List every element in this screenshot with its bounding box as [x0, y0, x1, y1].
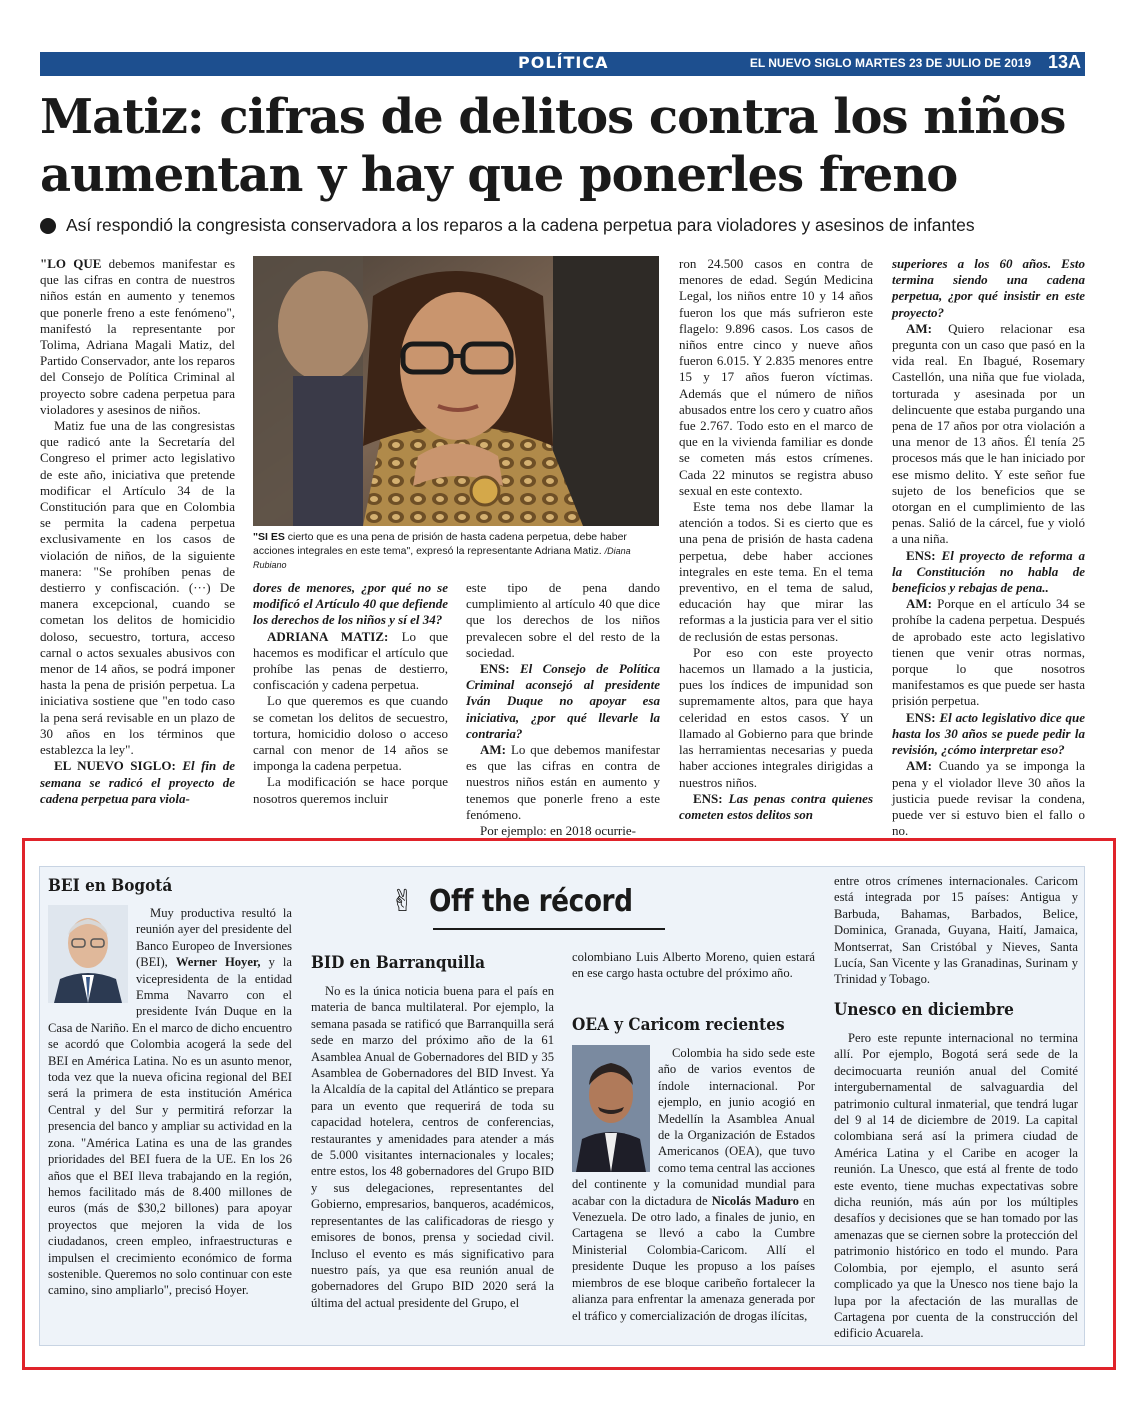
paragraph: Lo que queremos es que cuando se cometan los delitos de secuestro, tortura, homicidio doloso o acceso carnal con menor de 14 años se imponga la cadena perpetua.: [253, 693, 448, 774]
paragraph: entre otros crímenes internacionales. Caricom está integrada por 15 países: Antigua y Barbuda, Bahamas, Barbados, Belice, Dominica, Granada, Guyana, Haití, Jamaica, Montserrat, San Cristóbal y Nieves, Santa Lucía, San Vicente y las Granadinas, Surinam y Trinidad y Tobago.: [834, 874, 1078, 987]
otr-column-bid-continued: [572, 949, 815, 999]
paragraph: [40, 758, 235, 807]
paragraph: [466, 661, 660, 742]
paragraph: colombiano Luis Alberto Moreno, quien estará en ese cargo hasta octubre del próximo año.: [572, 950, 815, 981]
lead-in: "LO QUE: [40, 256, 102, 271]
paragraph-text: Porque en el artículo 34 se prohíbe la cadena perpetua. Después de aprobado este acto legislativo tienen que venir otras normas, porque lo que nosotros manifestamos es que puede ser hasta prisión perpetua.: [892, 596, 1086, 709]
section-name: POLÍTICA: [518, 53, 609, 72]
paragraph: [679, 791, 873, 823]
otr-column-oea: [572, 1045, 815, 1325]
subhead-bid: BID en Barranquilla: [311, 953, 486, 973]
paragraph: [892, 596, 1085, 709]
deck-text: Así respondió la congresista conservadora a los reparos a la cadena perpetua para violadores y asesinos de infantes: [66, 215, 975, 235]
speaker-label: ENS:: [906, 709, 936, 725]
question-text: Las penas contra quienes cometen estos delitos son: [679, 790, 874, 822]
subhead-oea: OEA y Caricom recientes: [572, 1015, 785, 1035]
speaker-label: ENS:: [693, 790, 723, 806]
question-text: El proyecto de reforma a la Constitución no habla de beneficios y rebajas de pena..: [892, 547, 1085, 596]
title-underline: [433, 928, 665, 930]
paragraph: Pero este repunte internacional no termina allí. Por ejemplo, Bogotá será sede de la decimocuarta reunión anual del Comité intergubernamental de salvaguardia del patrimonio cultural inmaterial, que tendrá lugar del 9 al 14 de diciembre de 2019. La capital colombiana será así la primera ciudad de América Latina y el Caribe en acoger la reunión. La Unesco, que está al frente de todo este evento, tiene muchas expectativas sobre dicha reunión, más aún por los múltiples desafíos y decisiones que se han tomado por las amenazas que se ciernen sobre la protección del patrimonio histórico en todo el mundo. Para Colombia, por ejemplo, el asunto será complicado ya que la Unesco nos tiene bajo la lupa por la afectación de las murallas de Cartagena por cuenta de la construcción del edificio Acuarela.: [834, 1031, 1078, 1341]
paragraph: [892, 710, 1085, 759]
article-column-2: [253, 580, 448, 828]
question-text: dores de menores, ¿por qué no se modificó el Artículo 40 que defiende los derechos de los niños y sí el 34?: [253, 580, 448, 628]
section-title: Off the récord: [429, 884, 633, 919]
paragraph-text: Colombia ha sido sede este año de varios eventos de índole internacional. Por ejemplo, en junio acogió en Medellín la Asamblea Anual de la Organización de Estados Americanos (OEA), que tuvo como tema central las acciones del continente y la comunidad mundial para acabar con la dictadura de: [572, 1046, 815, 1208]
paragraph: Por eso con este proyecto hacemos un llamado a la justicia, pues los índices de impunidad son supremamente altos, para que haya celeridad en estos casos. Y un llamado al Gobierno para que brinde las herramientas necesarias y pueda haber acciones integrales dirigidas a nuestros niños.: [679, 644, 873, 790]
question-text: superiores a los 60 años. Esto termina siendo una cadena perpetua, ¿por qué insistir en este proyecto?: [892, 256, 1085, 320]
speaker-label: EL NUEVO SIGLO:: [54, 758, 176, 774]
section-header-bar: [40, 52, 1085, 76]
question-text: El fin de semana se radicó el proyecto de cadena perpetua para viola-: [40, 758, 236, 806]
bold-name: Nicolás Maduro: [711, 1193, 799, 1208]
photo-adriana-matiz: [253, 256, 659, 526]
headline: [40, 88, 1085, 204]
caption-lead: "SI ES: [253, 531, 285, 543]
article-column-1: [40, 256, 235, 828]
article-column-3: [466, 580, 660, 839]
paragraph: [892, 548, 1085, 597]
subhead-unesco: Unesco en diciembre: [834, 1000, 1014, 1020]
deck: [40, 215, 1085, 236]
speaker-label: ENS:: [906, 547, 936, 563]
paragraph-text: en Venezuela. De otro lado, a finales de junio, en Cartagena se llevó a cabo la Cumbre Ministerial Colombia-Caricom. Allí el presidente Duque les propuso a los países miembros de ese bloque caribeño fortalecer la alianza para enfrentar la amenaza generada por el tráfico y comercialización de drogas ilícitas,: [572, 1193, 815, 1323]
question-text: El acto legislativo dice que hasta los 30 años se puede pedir la revisión, ¿cómo interpretar eso?: [892, 709, 1086, 758]
paragraph: [892, 321, 1085, 548]
paragraph: [466, 742, 660, 823]
paragraph-text: debemos manifestar es que las cifras en contra de nuestros niños están en aumento y tenemos que ponerle freno a este fenómeno", manifestó la representante por Tolima, Adriana Magali Matiz, del Partido Conservador, ante los reparos del Consejo de Política Criminal al proyecto sobre cadena perpetua para violadores y asesinos de niños.: [40, 256, 236, 417]
paragraph: Matiz fue una de las congresistas que radicó ante la Secretaría del Congreso el primer acto legislativo de este año, iniciativa que pretende modificar el Artículo 34 de la Constitución para que en Colombia se permita la cadena perpetua exclusivamente en los casos de violación de niños, de la siguiente manera: "Se prohíben penas de destierro y confiscación. (···) De manera excepcional, cuando se cometan los delitos de homicidio doloso, secuestro, tortura, acceso carnal o actos sexuales abusivos con menor de 14 años, se podrá imponer hasta la pena de prisión perpetua. La iniciativa sostiene que "en todo caso la pena será revisable en un plazo de 30 años en los términos que establezca la ley".: [40, 418, 235, 758]
speaker-label: AM:: [480, 742, 506, 758]
otr-column-unesco: [834, 1030, 1078, 1341]
otr-column-bid: [311, 983, 554, 1323]
article-column-5: [892, 256, 1086, 839]
paragraph-text: Cuando ya se imponga la pena y el violador lleve 30 años la justicia puede revisar la condena, puede ver si estuvo bien el fallo o no.: [892, 758, 1085, 839]
paragraph-text: Quiero relacionar esa pregunta con un caso que pasó en la vida real. En Ibagué, Rosemary Castellón, una niña que fue violada, torturada y asesinada por un delincuente que estaba purgando una pena de 17 años por otra violación a una menor de 13 años. Él tenía 25 procesos más que le han iniciado por ese mismo delito. Y este señor fue sujeto de los beneficios que se otorgan en el cumplimiento de las penas. Salió de la cárcel, fue y violó a una niña.: [892, 320, 1085, 547]
question-text: El Consejo de Política Criminal aconsejó al presidente Iván Duque no apoyar esa iniciativa, ¿por qué llevarle la contraria?: [466, 661, 660, 741]
speaker-label: AM:: [906, 758, 932, 774]
bold-name: Werner Hoyer,: [175, 955, 261, 970]
off-the-record-title: [390, 884, 670, 919]
photo-werner-hoyer: [48, 905, 128, 1003]
paragraph: [253, 629, 448, 694]
photo-caption: [253, 530, 659, 572]
headline-line-1: Matiz: cifras de delitos contra los niños: [40, 89, 1066, 145]
paragraph: este tipo de pena dando cumplimiento al artículo 40 que dice que los derechos de los niños prevalecen sobre el del resto de la sociedad.: [466, 580, 660, 660]
otr-column-bei: [48, 905, 292, 1320]
paragraph: No es la única noticia buena para el país en materia de banca multilateral. Por ejemplo, la semana pasada se ratificó que Barranquilla será sede en marzo del próximo año de la 61 Asamblea Anual de Gobernadores del BID y 35 Asamblea de Gobernadores del BID Invest. Ya la Alcaldía de la capital del Atlántico se prepara para un evento que requerirá de toda su capacidad hotelera, centros de conferencias, restaurantes y amenidades para atender a más de 5.000 visitantes internacionales y locales; entre estos, los 48 gobernadores del Grupo BID y sus delegaciones, representantes del Gobierno, empresarios, banqueros, académicos, representantes de las calificadoras de riesgo y emisores de bonos, prensa y sociedad civil. Incluso el evento es más significativo para nuestro país, ya que esa reunión anual de gobernadores del Grupo BID 2020 será la última del actual presidente del Grupo, el: [311, 984, 554, 1310]
paragraph: [40, 256, 235, 418]
headline-line-2: aumentan y hay que ponerles freno: [40, 147, 958, 203]
victory-hand-icon: ✌: [390, 884, 416, 919]
bullet-icon: [40, 218, 56, 234]
subhead-bei: BEI en Bogotá: [48, 876, 173, 896]
article-column-4: [679, 256, 873, 828]
paragraph: [892, 758, 1085, 839]
paragraph-text: Lo que debemos manifestar es que las cifras en contra de nuestros niños están en aumento y tenemos que ponerle freno a este fenómeno.: [466, 742, 660, 822]
paragraph-text: Muy productiva resultó la reunión ayer del presidente del Banco Europeo de Inversiones (BEI),: [136, 906, 292, 970]
speaker-label: ENS:: [480, 661, 510, 677]
speaker-label: AM:: [906, 596, 932, 612]
dateline: EL NUEVO SIGLO MARTES 23 DE JULIO DE 2019: [749, 56, 1031, 70]
paragraph: La modificación se hace porque nosotros queremos incluir: [253, 774, 448, 806]
speaker-label: AM:: [906, 320, 932, 336]
page-number: 13A: [1047, 52, 1081, 72]
paragraph: Este tema nos debe llamar la atención a todos. Si es cierto que es una pena de prisión de hasta cadena perpetua, debe haber acciones integrales en este tema. En el tema preventivo, en el tema de salud, educación hay que mirar las reformas a la justicia para ver el sitio de reclusión de estas personas.: [679, 499, 873, 644]
photo-credit: /Diana Rubiano: [253, 546, 631, 570]
speaker-label: ADRIANA MATIZ:: [267, 628, 389, 644]
paragraph: ron 24.500 casos en contra de menores de edad. Según Medicina Legal, los niños entre 10 y 14 años fueron los que más sufrieron este flagelo: 9.896 casos. Los casos de niños entre cinco y nueve años fueron 6.015. Y 2.835 menores entre 15 y 17 años fueron víctimas. Además que el número de niños abusados entre los cero y cuatro años fue 2.767. Todo esto en el marco de que en la vivienda familiar es donde se cometen más estos crímenes. Cada 22 minutos se registra abuso sexual en este contexto.: [679, 256, 873, 498]
paragraph-text: y la vicepresidenta de la entidad Emma Navarro con el presidente Iván Duque en la Casa de Nariño. En el marco de dicho encuentro se acordó que Colombia acogerá la sede del BEI en América Latina. No es un asunto menor, toda vez que la nueva oficina regional del BEI será la primera de esta institución América Central y del Sur y permitirá reforzar la presencia del banco y ampliar su actividad en la zona. "América Latina es una de las grandes prioridades del BEI fuera de la UE. En los 26 años que el BEI lleva trabajando en la región, hemos facilitado más de 8.400 millones de euros (más de $30,2 billones) para apoyar proyectos que mejoren la vida de los ciudadanos, creen empleo, infraestructuras e impulsen el crecimiento económico de forma sostenible. Queremos no solo continuar con este camino, sino ampliarlo", precisó Hoyer.: [48, 955, 292, 1298]
paragraph: Por ejemplo: en 2018 ocurrie-: [480, 823, 636, 839]
caption-text: cierto que es una pena de prisión de hasta cadena perpetua, debe haber acciones integrales en este tema", expresó la representante Adriana Matiz.: [253, 531, 627, 557]
photo-nicolas-maduro: [572, 1045, 650, 1172]
paragraph-text: Lo que hacemos es modificar el artículo que prohíbe las penas de destierro, confiscación y cadena perpetua.: [253, 628, 448, 693]
otr-column-oea-continued: [834, 873, 1078, 991]
